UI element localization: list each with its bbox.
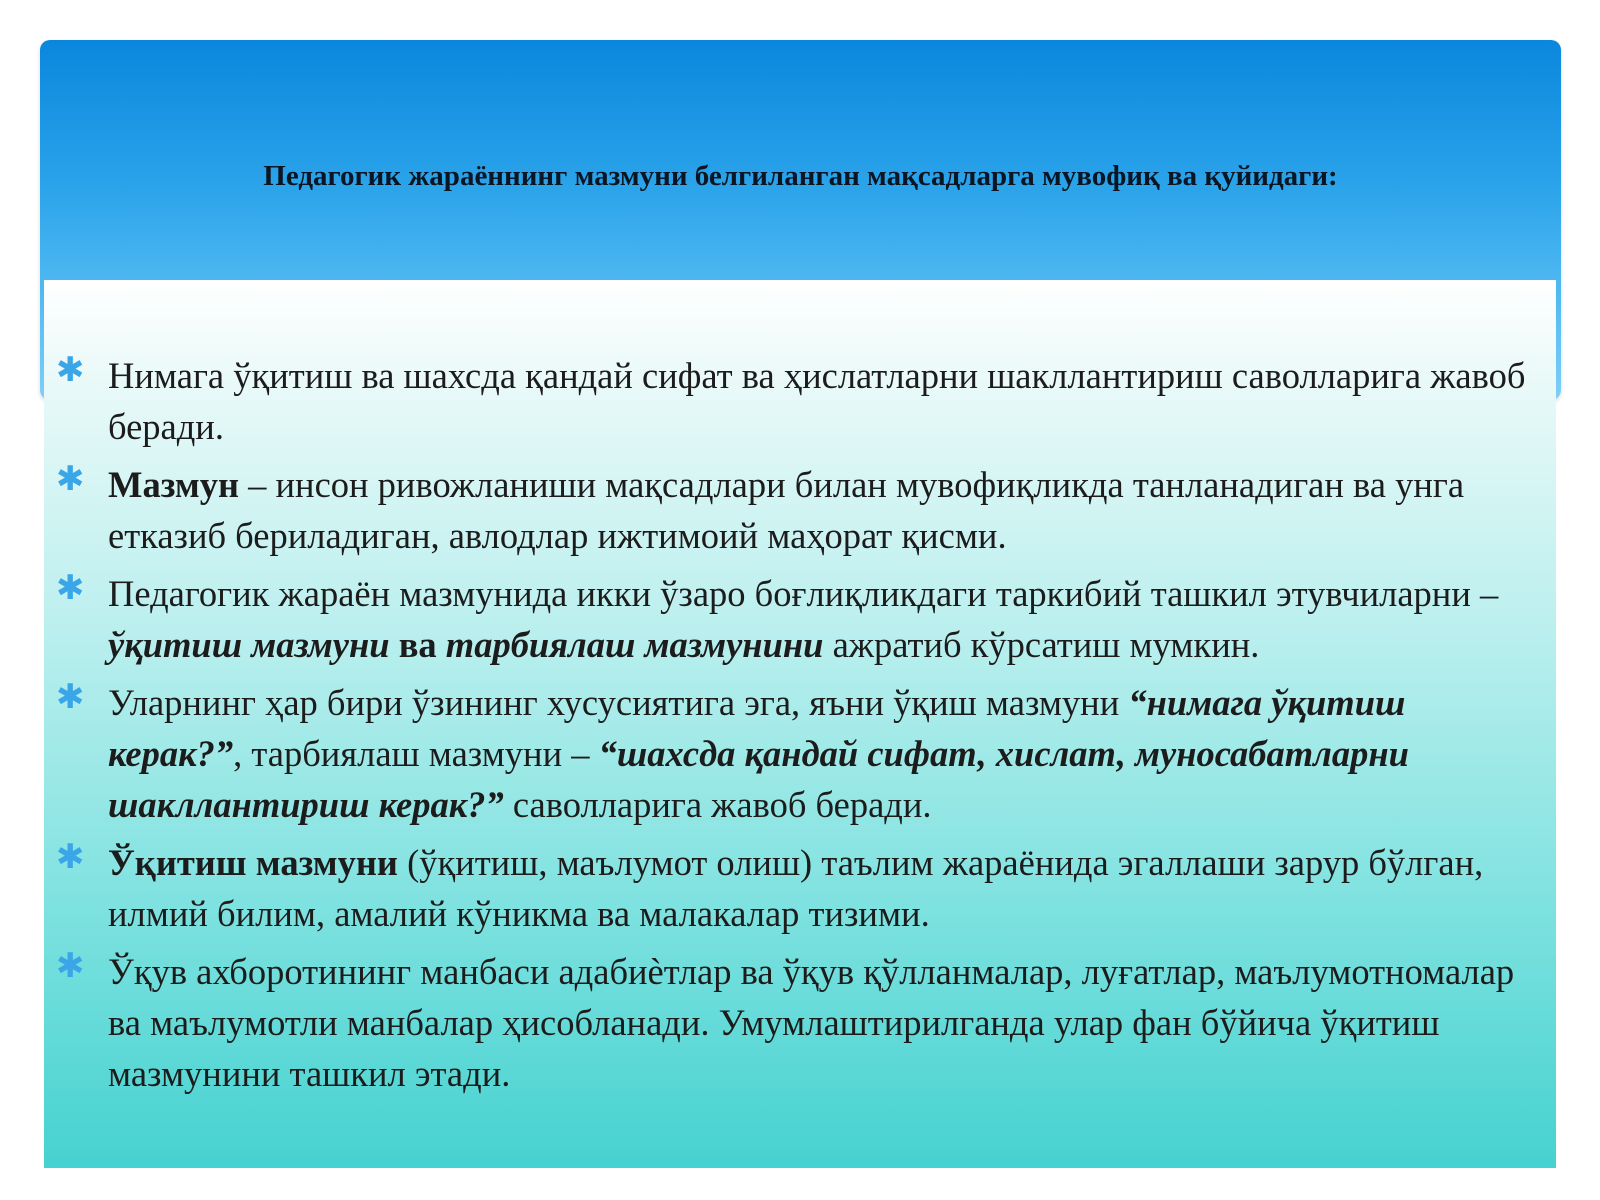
asterisk-icon: ✱ <box>56 459 85 499</box>
asterisk-icon: ✱ <box>56 677 85 717</box>
bullet-text: Нимага ўқитиш ва шахсда қандай сифат ва ҳислатларни шакллантириш саволларига жавоб беради. <box>108 355 1526 447</box>
bullet-text: (ўқитиш, маълумот олиш) таълим жараёнида эгаллаши зарур бўлган, илмий билим, амалий кўникма ва малакалар тизими. <box>108 842 1484 934</box>
bullet-item-5 <box>56 837 1546 939</box>
asterisk-icon: ✱ <box>56 568 85 608</box>
emphasis-text: “нимага ўқитиш керак?” <box>108 682 1406 774</box>
bullet-item-3 <box>56 568 1546 670</box>
bullet-text: Ўқув ахборотининг манбаси адабиѐтлар ва ўқув қўлланмалар, луғатлар, маълумотномалар ва маълумотли манбалар ҳисобланади. Умумлаштирилганда улар фан бўйича ўқитиш мазмунини ташкил этади. <box>108 951 1515 1094</box>
bullet-term: Ўқитиш мазмуни <box>108 842 398 883</box>
asterisk-icon: ✱ <box>56 350 85 390</box>
emphasis-text: ўқитиш мазмуни <box>108 624 390 665</box>
asterisk-icon: ✱ <box>56 946 85 986</box>
bullet-term: Мазмун <box>108 464 239 505</box>
asterisk-icon: ✱ <box>56 837 85 877</box>
bullet-text: саволларига жавоб беради. <box>503 784 932 825</box>
bullet-item-6 <box>56 946 1546 1099</box>
bullet-text: Педагогик жараён мазмунида икки ўзаро боғлиқликдаги таркибий ташкил этувчиларни – <box>108 573 1499 614</box>
bullet-text: , тарбиялаш мазмуни – <box>233 733 599 774</box>
bullet-list <box>56 350 1546 1106</box>
bullet-item-2 <box>56 459 1546 561</box>
bullet-text: Уларнинг ҳар бири ўзининг хусусиятига эга, яъни ўқиш мазмуни <box>108 682 1129 723</box>
bold-text: ва <box>389 624 446 665</box>
bullet-text: – инсон ривожланиши мақсадлари билан мувофиқликда танланадиган ва унга етказиб бериладиган, авлодлар ижтимоий маҳорат қисми. <box>108 464 1465 556</box>
bullet-text: ажратиб кўрсатиш мумкин. <box>823 624 1260 665</box>
emphasis-text: тарбиялаш мазмунини <box>445 624 824 665</box>
bullet-item-4 <box>56 677 1546 830</box>
slide-title: Педагогик жараённинг мазмуни белгиланган мақсадларга мувофиқ ва қуйидаги: <box>263 160 1338 192</box>
bullet-item-1 <box>56 350 1546 452</box>
emphasis-text: “шахсда қандай сифат, хислат, муносабатларни шакллантириш керак?” <box>108 733 1409 825</box>
